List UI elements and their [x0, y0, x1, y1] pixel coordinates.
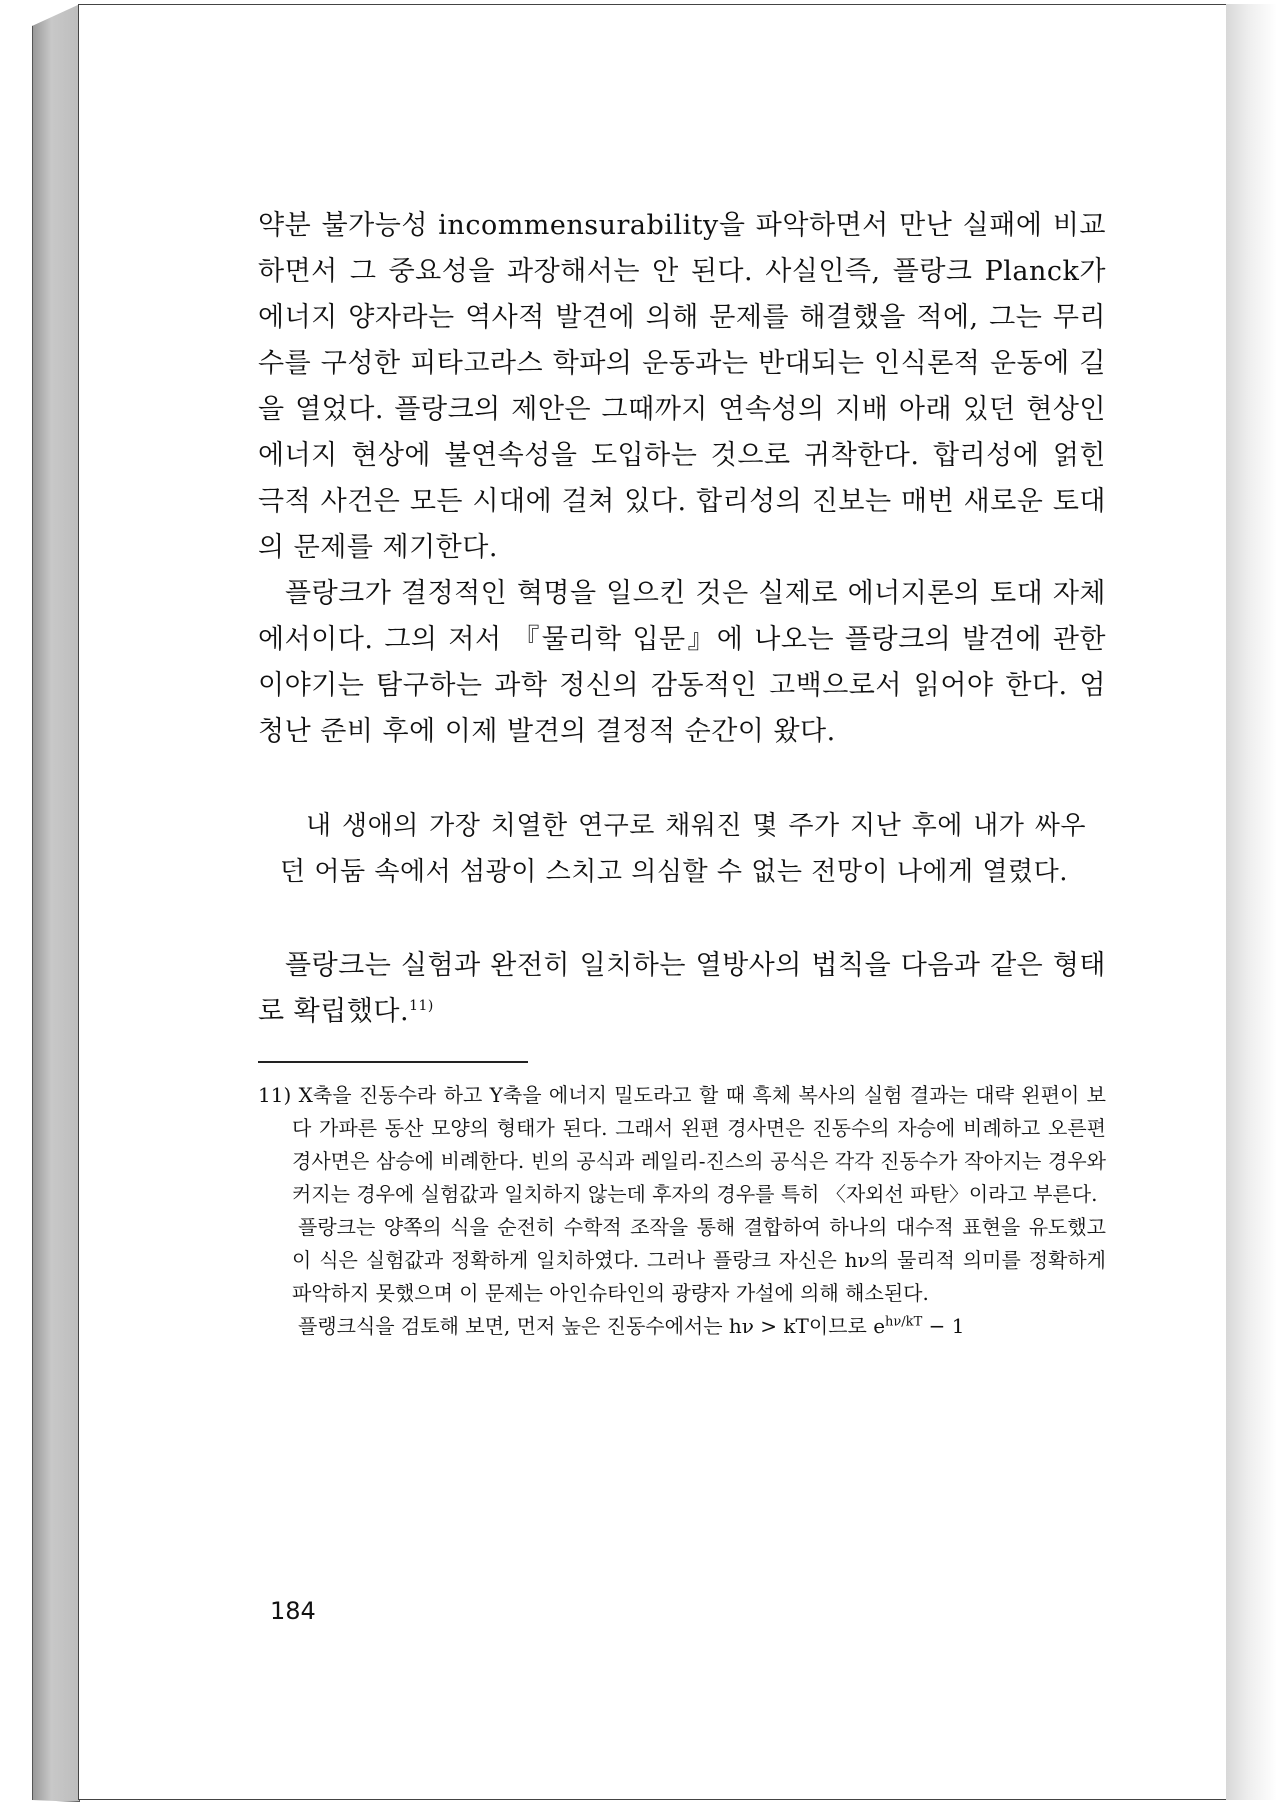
footnote-11-part-1: [258, 1079, 1106, 1211]
body-paragraph-3: [258, 943, 1106, 1035]
body-paragraph-3-text: 플랑크는 실험과 완전히 일치하는 열방사의 법칙을 다음과 같은 형태로 확립했다.: [258, 950, 1106, 1027]
page-stack-edge: [32, 4, 80, 1802]
footnote-11-text-1: X축을 진동수라 하고 Y축을 에너지 밀도라고 할 때 흑체 복사의 실험 결과는 대략 왼편이 보다 가파른 동산 모양의 형태가 된다. 그래서 왼편 경사면은 진동수의 자승에 비례하고 오른편 경사면은 삼승에 비례한다. 빈의 공식과 레일리-진스의 공식은 각각 진동수가 작아지는 경우와 커지는 경우에 실험값과 일치하지 않는데 후자의 경우를 특히 〈자외선 파탄〉이라고 부른다.: [292, 1083, 1106, 1206]
formula-tail: − 1: [922, 1314, 965, 1338]
footnote-divider: [258, 1061, 528, 1063]
footnote-11-part-2: 플랑크는 양쪽의 식을 순전히 수학적 조작을 통해 결합하여 하나의 대수적 표현을 유도했고 이 식은 실험값과 정확하게 일치하였다. 그러나 플랑크 자신은 hν의 물리적 의미를 정확하게 파악하지 못했으며 이 문제는 아인슈타인의 광량자 가설에 의해 해소된다.: [292, 1215, 1106, 1305]
footnote-11-part-3: [258, 1310, 1106, 1343]
footnote-11-text-3: 플랭크식을 검토해 보면, 먼저 높은 진동수에서는 hν > kT이므로 e: [298, 1314, 886, 1338]
page-shadow: [1226, 4, 1277, 1800]
block-quote: 내 생애의 가장 치열한 연구로 채워진 몇 주가 지난 후에 내가 싸우던 어둠 속에서 섬광이 스치고 의심할 수 없는 전망이 나에게 열렸다.: [280, 811, 1086, 887]
body-paragraph-2: 플랑크가 결정적인 혁명을 일으킨 것은 실제로 에너지론의 토대 자체에서이다. 그의 저서 『물리학 입문』에 나오는 플랑크의 발견에 관한 이야기는 탐구하는 과학 정신의 감동적인 고백으로서 읽어야 한다. 엄청난 준비 후에 이제 발견의 결정적 순간이 왔다.: [258, 578, 1106, 747]
footnote-marker: 11): [258, 1083, 292, 1107]
footnote-reference: 11): [409, 998, 434, 1014]
page-number: 184: [270, 1597, 316, 1625]
page-content: [258, 203, 1106, 1343]
formula-exponent: hν/kT: [885, 1314, 923, 1330]
body-paragraph-1: 약분 불가능성 incommensurability을 파악하면서 만난 실패에 비교하면서 그 중요성을 과장해서는 안 된다. 사실인즉, 플랑크 Planck가 에너지 양자라는 역사적 발견에 의해 문제를 해결했을 적에, 그는 무리수를 구성한 피타고라스 학파의 운동과는 반대되는 인식론적 운동에 길을 열었다. 플랑크의 제안은 그때까지 연속성의 지배 아래 있던 현상인 에너지 현상에 불연속성을 도입하는 것으로 귀착한다. 합리성에 얽힌 극적 사건은 모든 시대에 걸쳐 있다. 합리성의 진보는 매번 새로운 토대의 문제를 제기한다.: [258, 210, 1106, 563]
